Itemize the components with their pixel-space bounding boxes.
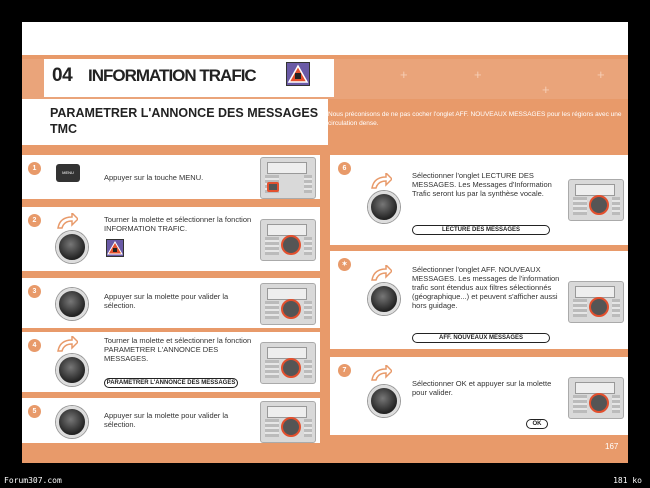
top-margin xyxy=(22,22,628,55)
decorative-plus: + xyxy=(597,67,605,82)
step-text: Tourner la molette et sélectionner la fonction INFORMATION TRAFIC. xyxy=(104,215,252,233)
step-card xyxy=(330,251,628,349)
footer-size: 181 ko xyxy=(613,476,642,485)
step-number: 5 xyxy=(28,405,41,418)
parametrer-annonce-button[interactable]: PARAMETRER L'ANNONCE DES MESSAGES xyxy=(104,378,238,388)
console-illustration xyxy=(260,342,316,384)
chapter-number: 04 xyxy=(52,65,73,86)
console-illustration xyxy=(260,283,316,325)
aff-nouveaux-messages-button[interactable]: AFF. NOUVEAUX MESSAGES xyxy=(412,333,550,343)
ok-button[interactable]: OK xyxy=(526,419,548,429)
step-text: Appuyer sur la molette pour valider la sélection. xyxy=(104,292,229,310)
dial-knob-icon xyxy=(368,385,400,417)
console-illustration xyxy=(568,377,624,419)
step-text: Sélectionner OK et appuyer sur la molette pour valider. xyxy=(412,379,552,397)
menu-key-icon: MENU xyxy=(56,164,80,182)
traffic-warning-icon xyxy=(106,239,124,257)
footer-site: Forum307.com xyxy=(4,476,62,485)
step-text: Tourner la molette et sélectionner la fonction PARAMETRER L'ANNONCE DES MESSAGES. xyxy=(104,336,252,363)
console-illustration xyxy=(260,219,316,261)
dial-knob-icon xyxy=(56,231,88,263)
recommendation-note: Nous préconisons de ne pas cocher l'onglet AFF. NOUVEAUX MESSAGES pour les régions avec une circulation dense. xyxy=(328,111,622,127)
console-illustration xyxy=(568,281,624,323)
decorative-plus: + xyxy=(542,82,550,97)
step-card xyxy=(22,278,320,328)
dial-press-icon xyxy=(56,406,88,438)
rotate-arrow-icon xyxy=(370,265,392,281)
star-icon: ✶ xyxy=(338,258,351,271)
manual-page xyxy=(22,22,628,463)
dial-press-icon xyxy=(56,288,88,320)
lecture-messages-button[interactable]: LECTURE DES MESSAGES xyxy=(412,225,550,235)
step-text: Appuyer sur la touche MENU. xyxy=(104,173,204,182)
step-text: Sélectionner l'onglet AFF. NOUVEAUX MESSAGES. Les messages de l'information trafic sont étendus aux filtres sélectionnés (géographique...) et peuvent s'afficher aussi hors guidage. xyxy=(412,265,560,310)
traffic-warning-icon xyxy=(286,62,310,86)
step-number: 3 xyxy=(28,285,41,298)
step-number: 6 xyxy=(338,162,351,175)
step-number: 2 xyxy=(28,214,41,227)
step-card xyxy=(22,332,320,392)
dial-knob-icon xyxy=(56,354,88,386)
step-number: 7 xyxy=(338,364,351,377)
step-card xyxy=(330,155,628,245)
step-number: 1 xyxy=(28,162,41,175)
dial-knob-icon xyxy=(368,191,400,223)
rotate-arrow-icon xyxy=(56,213,78,229)
rotate-arrow-icon xyxy=(370,365,392,381)
step-card xyxy=(22,398,320,443)
step-text: Appuyer sur la molette pour valider la sélection. xyxy=(104,411,229,429)
console-illustration xyxy=(260,401,316,443)
decorative-plus: + xyxy=(400,67,408,82)
chapter-title: INFORMATION TRAFIC xyxy=(88,66,256,85)
step-number: 4 xyxy=(28,339,41,352)
step-card xyxy=(22,155,320,199)
rotate-arrow-icon xyxy=(56,336,78,352)
decorative-plus: + xyxy=(474,67,482,82)
console-illustration xyxy=(568,179,624,221)
rotate-arrow-icon xyxy=(370,173,392,189)
section-subtitle: PARAMETRER L'ANNONCE DES MESSAGES TMC xyxy=(50,106,319,136)
dial-knob-icon xyxy=(368,283,400,315)
step-card xyxy=(330,357,628,435)
step-card xyxy=(22,207,320,271)
page-number: 167 xyxy=(605,442,619,451)
step-text: Sélectionner l'onglet LECTURE DES MESSAGES. Les Messages d'Information Trafic seront lus par la synthèse vocale. xyxy=(412,171,552,198)
console-illustration xyxy=(260,157,316,199)
